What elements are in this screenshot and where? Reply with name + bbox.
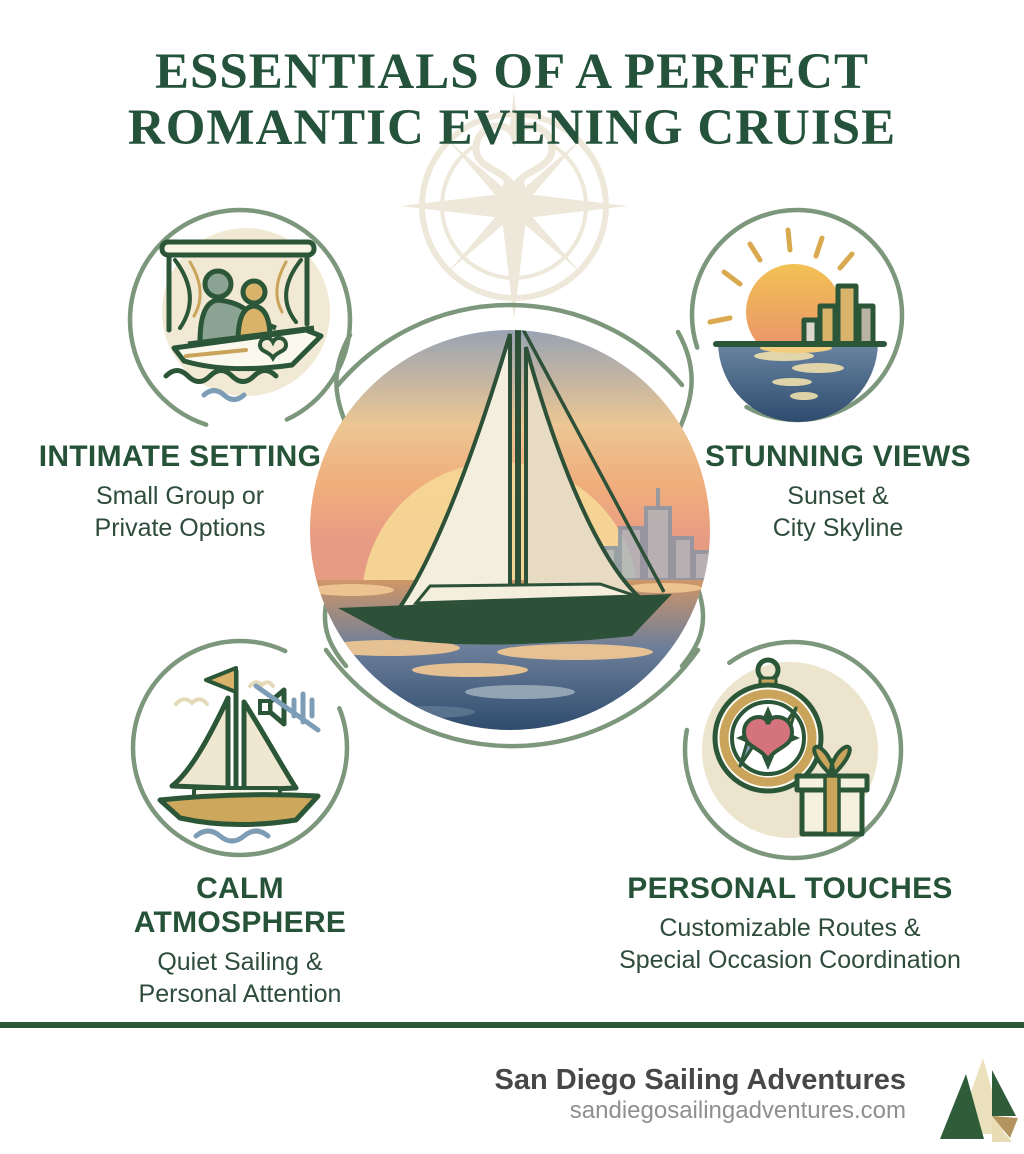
section-subtitle-line-1: Small Group or xyxy=(95,482,265,510)
section-heading: STUNNING VIEWS xyxy=(705,440,971,473)
compass-heart-gift-icon xyxy=(684,640,902,858)
footer-brand xyxy=(495,1064,906,1126)
brand-name: San Diego Sailing Adventures xyxy=(494,1064,906,1096)
page-title-line-2: ROMANTIC EVENING CRUISE xyxy=(127,100,897,157)
section-calm-atmosphere xyxy=(90,872,390,1010)
section-subtitle-line-2: Private Options xyxy=(94,514,266,542)
section-subtitle-line-2: Personal Attention xyxy=(138,980,342,1008)
section-subtitle-line-2: Special Occasion Coordination xyxy=(619,946,961,974)
section-heading: INTIMATE SETTING xyxy=(38,440,322,473)
sunset-skyline-icon xyxy=(692,210,904,422)
section-subtitle-line-1: Quiet Sailing & xyxy=(157,948,323,976)
page-title-line-1: ESSENTIALS OF A PERFECT xyxy=(154,44,870,100)
section-heading: PERSONAL TOUCHES xyxy=(627,872,953,905)
section-subtitle-line-2: City Skyline xyxy=(772,514,904,542)
section-stunning-views xyxy=(688,440,988,544)
section-subtitle-line-1: Customizable Routes & xyxy=(659,914,921,942)
page-title xyxy=(0,44,1024,156)
footer-divider xyxy=(0,1022,1024,1028)
muted-speaker-icon xyxy=(256,686,318,730)
section-intimate-setting xyxy=(30,440,330,544)
quiet-sailboat-muted-sound-icon xyxy=(132,640,348,856)
section-subtitle-line-1: Sunset & xyxy=(787,482,889,510)
sail-triangles-logo-icon xyxy=(926,1044,1024,1154)
section-personal-touches xyxy=(600,872,980,976)
couple-in-boat-icon xyxy=(128,208,352,432)
brand-website: sandiegosailingadventures.com xyxy=(569,1097,906,1125)
section-heading: CALM ATMOSPHERE xyxy=(133,872,347,939)
sailboat-sunset-illustration xyxy=(310,330,710,730)
